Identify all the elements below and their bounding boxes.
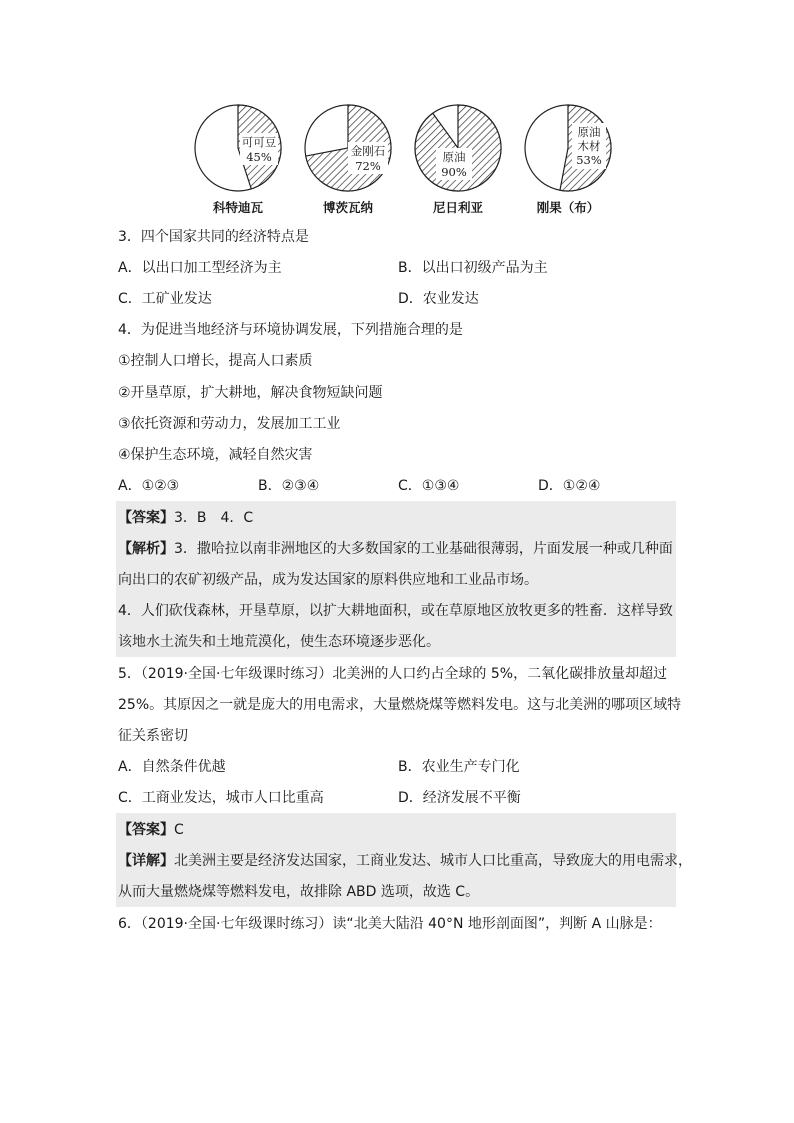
analysis-tag: 【解析】 xyxy=(118,541,174,557)
slice-percent: 53% xyxy=(576,153,602,167)
pie-svg xyxy=(188,100,288,196)
q3-option-c: C．工矿业发达 xyxy=(118,291,212,307)
slice-label: 金刚石 xyxy=(350,144,386,158)
slice-percent: 72% xyxy=(355,159,381,173)
q5-stem-line-3: 征关系密切 xyxy=(118,728,188,744)
answer-line-5 xyxy=(118,820,184,840)
q4-option-b: B．②③④ xyxy=(258,478,320,494)
slice-percent: 90% xyxy=(441,165,467,179)
q5-option-d: D．经济发展不平衡 xyxy=(398,790,521,806)
pie-chart-botswana xyxy=(298,100,398,215)
detail-line-1 xyxy=(118,851,692,871)
slice-percent: 45% xyxy=(246,150,272,164)
q4-stem: 4．为促进当地经济与环境协调发展，下列措施合理的是 xyxy=(118,322,463,338)
pie-svg xyxy=(518,100,618,196)
q5-option-c: C．工商业发达，城市人口比重高 xyxy=(118,790,324,806)
pie-charts xyxy=(180,100,620,220)
answer-text: C xyxy=(174,822,184,838)
chart-country-label: 博茨瓦纳 xyxy=(322,200,373,215)
answer-tag: 【答案】 xyxy=(118,822,174,838)
q5-option-b: B．农业生产专门化 xyxy=(398,759,520,775)
analysis-line-3: 4．人们砍伐森林，开垦草原，以扩大耕地面积，或在草原地区放牧更多的牲畜．这样导致 xyxy=(118,603,673,619)
q4-item-1: ①控制人口增长，提高人口素质 xyxy=(118,353,313,369)
q4-item-4: ④保护生态环境，减轻自然灾害 xyxy=(118,447,313,463)
pie-svg xyxy=(408,100,508,196)
slice-label: 可可豆 xyxy=(241,135,277,149)
analysis-text: 3．撒哈拉以南非洲地区的大多数国家的工业基础很薄弱，片面发展一种或几种面 xyxy=(174,541,673,557)
q3-option-a: A．以出口加工型经济为主 xyxy=(118,260,282,276)
q5-option-a: A．自然条件优越 xyxy=(118,759,226,775)
q3-stem: 3．四个国家共同的经济特点是 xyxy=(118,229,309,245)
analysis-line-1 xyxy=(118,539,673,559)
q4-option-a: A．①②③ xyxy=(118,478,180,494)
q4-item-2: ②开垦草原，扩大耕地，解决食物短缺问题 xyxy=(118,385,383,401)
answer-text: 3．B 4．C xyxy=(174,510,254,526)
q4-option-c: C．①③④ xyxy=(398,478,460,494)
q6-stem: 6．（2019·全国·七年级课时练习）读“北美大陆沿 40°N 地形剖面图”，判断 A 山脉是： xyxy=(118,916,662,932)
pie-svg xyxy=(298,100,398,196)
chart-country-label: 尼日利亚 xyxy=(432,200,483,215)
analysis-line-4: 该地水土流失和土地荒漠化，使生态环境逐步恶化。 xyxy=(118,634,440,650)
answer-line-3-4 xyxy=(118,508,253,528)
slice-label: 原油 xyxy=(577,125,601,139)
analysis-line-2: 向出口的农矿初级产品，成为发达国家的原料供应地和工业品市场。 xyxy=(118,572,538,588)
chart-country-label: 刚果（布） xyxy=(536,200,600,215)
q5-stem-line-1: 5．（2019·全国·七年级课时练习）北美洲的人口约占全球的 5%，二氧化碳排放量却超过 xyxy=(118,666,668,682)
q3-option-d: D．农业发达 xyxy=(398,291,479,307)
chart-country-label: 科特迪瓦 xyxy=(212,200,263,215)
q5-stem-line-2: 25%。其原因之一就是庞大的用电需求，大量燃烧煤等燃料发电。这与北美洲的哪项区域特 xyxy=(118,697,682,713)
q4-item-3: ③依托资源和劳动力，发展加工工业 xyxy=(118,416,341,432)
answer-tag: 【答案】 xyxy=(118,510,174,526)
detail-text: 北美洲主要是经济发达国家，工商业发达、城市人口比重高，导致庞大的用电需求， xyxy=(174,853,692,869)
pie-chart-nigeria xyxy=(408,100,508,215)
detail-line-2: 从而大量燃烧煤等燃料发电，故排除 ABD 选项，故选 C。 xyxy=(118,884,480,900)
q3-option-b: B．以出口初级产品为主 xyxy=(398,260,548,276)
detail-tag: 【详解】 xyxy=(118,853,174,869)
pie-chart-cote-divoire xyxy=(188,100,288,215)
q4-option-d: D．①②④ xyxy=(538,478,601,494)
slice-label-2: 木材 xyxy=(577,139,601,153)
pie-chart-congo xyxy=(518,100,618,215)
slice-label: 原油 xyxy=(442,150,466,164)
